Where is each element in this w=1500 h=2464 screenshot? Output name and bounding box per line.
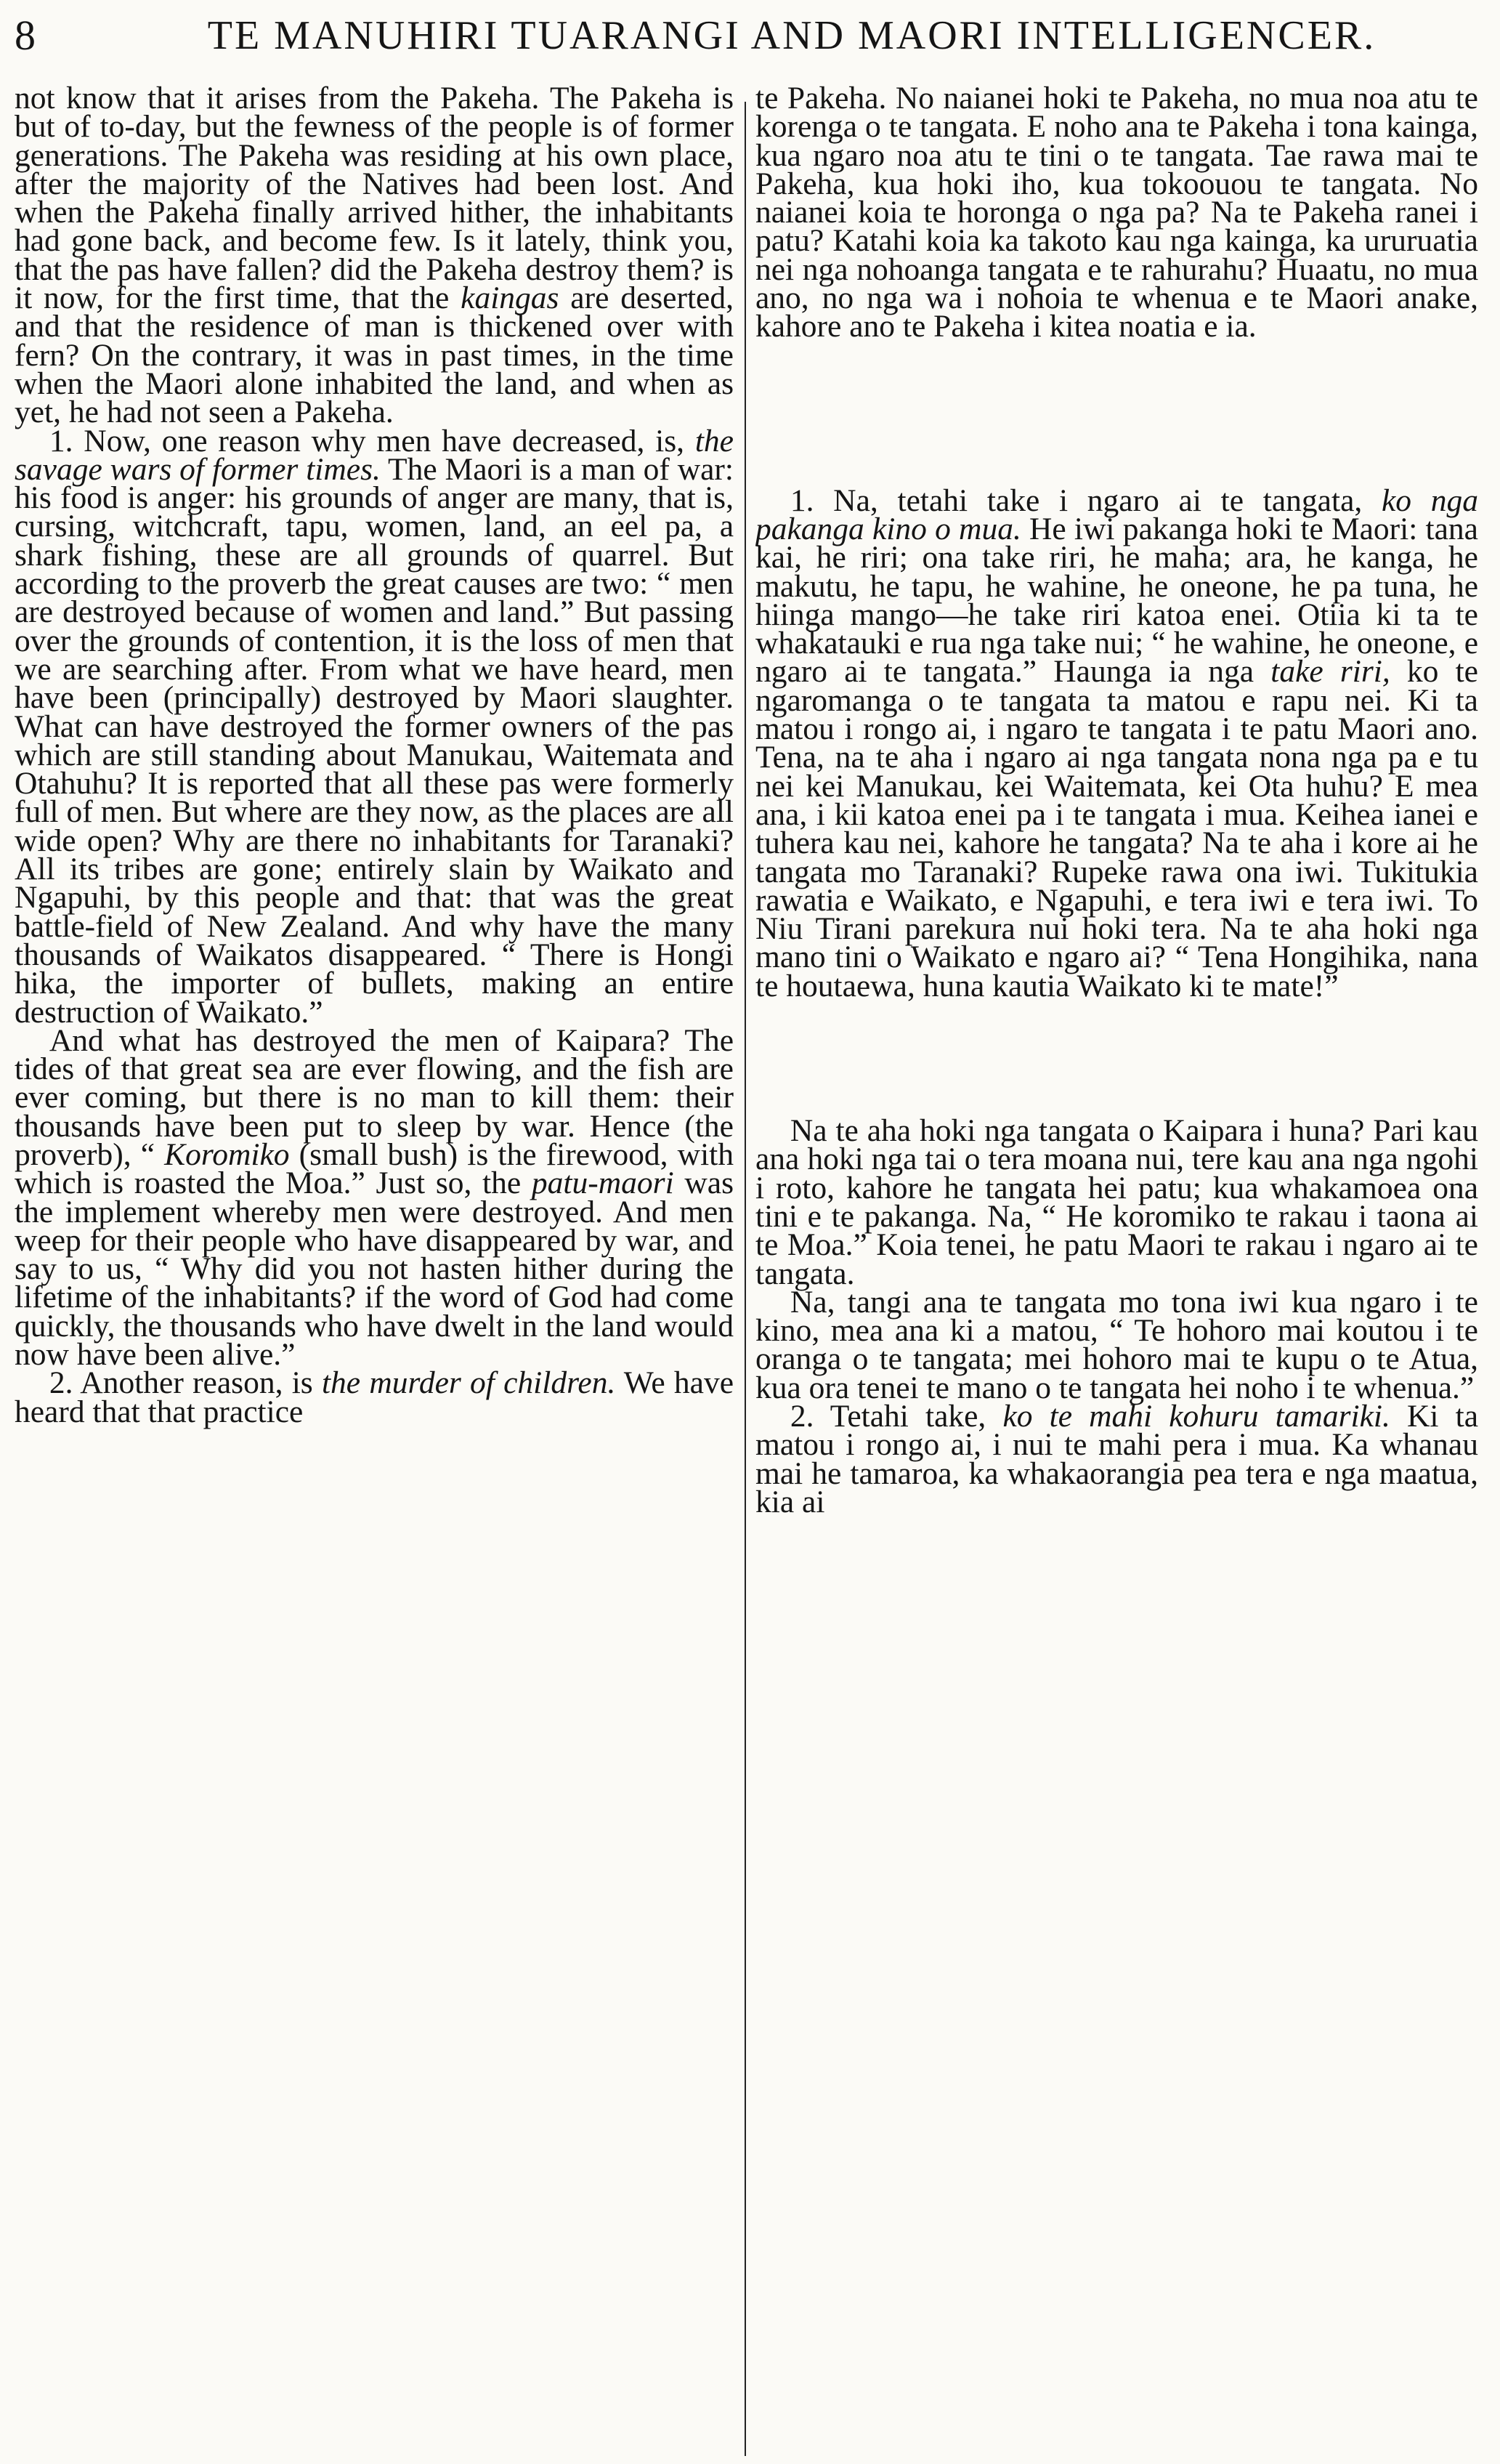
english-paragraph-1 — [15, 84, 734, 430]
english-p4-rest: We have heard that that practice — [15, 1365, 734, 1429]
column-divider — [745, 102, 746, 2456]
maori-column — [755, 84, 1478, 2453]
english-p3-mid: (small bush) is the firewood, with which is roasted the Moa.” Just so, the — [15, 1136, 734, 1201]
english-p1-rest: are deserted, and that the residence of man is thickened over with fern? On the contrary, it was in past times, in the time when the Maori alone inhabited the land, and when as yet, he had not seen a Pakeha. — [15, 280, 734, 430]
english-column — [15, 84, 734, 2453]
maori-spacer-1 — [755, 342, 1478, 487]
english-p2-rest: The Maori is a man of war: his food is anger: his grounds of anger are many, that is, cursing, witchcraft, tapu, women, land, an eel pa, a shark fishing, these are all grounds of quarrel. But according to the proverb the great causes are two: “ men are destroyed because of women and land.” But passing over the grounds of contention, it is the loss of men that we are searching after. From what we have heard, men have been (principally) destroyed by Maori slaughter. What can have destroyed the former owners of the pas which are still standing about Manukau, Waitemata and Otahuhu? It is reported that all these pas were formerly full of men. But where are they now, as the places are all wide open? Why are there no inhabitants for Taranaki? All its tribes are gone; entirely slain by Waikato and Ngapuhi, by this people and that: that was the great battle-field of New Zealand. And why have the many thousands of Waikatos disappeared. “ There is Hongi hika, the importer of bullets, making an entire destruction of Waikato.” — [15, 451, 734, 1030]
english-p4-lead: 2. Another reason, is — [49, 1365, 322, 1401]
english-p1-text: not know that it arises from the Pakeha. The Pakeha is but of to-day, but the fewness of the people is of former generations. The Pakeha was residing at his own place, after the majority of the Natives had been lost. And when the Pakeha finally arrived hither, the inhabitants had gone back, and become few. Is it lately, think you, that the pas have fallen? did the Pakeha destroy them? is it now, for the first time, that the — [15, 84, 734, 316]
maori-p2-rest: ko te ngaromanga o te tangata ta matou e rapu nei. Ki ta matou i rongo ai, i ngaro te tangata i te patu Maori ano. Tena, na te aha i ngaro ai nga tangata nona nga pa e tu nei kei Manukau, kei Waitemata, kei Ota huhu? E mea ana, i kii katoa enei pa i te tangata i mua. Keihea ianei e tuhera kau nei, kahore he tangata? Na te aha i kore ai he tangata mo Taranaki? Rupeke rawa ona iwi. Tukitukia rawatia e Waikato, e Ngapuhi, e tera iwi e tera iwi. To Niu Tirani parekura nui hoki tera. Na te aha hoki nga mano tini o Waikato e ngaro ai? “ Tena Hongihika, nana te houtaewa, huna kautia Waikato ki te mate!” — [755, 654, 1478, 1003]
maori-paragraph-5 — [755, 1398, 1478, 1519]
english-paragraph-3 — [15, 1022, 734, 1373]
english-p3-rest: was the implement whereby men were destroyed. And men weep for their people who have disappeared by war, and say to us, “ Why did you not hasten hither during the lifetime of the inhabitants? if the word of God had come quickly, the thousands who have dwelt in the land would now have been alive.” — [15, 1166, 734, 1373]
maori-p2-take-riri: take riri, — [1270, 654, 1390, 690]
maori-p2-mid: He iwi pakanga hoki te Maori: tana kai, he riri; ona take riri, he maha; ara, he kanga, he makutu, he tapu, he wahine, he oneone, he pa tuna, he hiinga mango—he take riri katoa enei. Otiia ki ta te whakatauki e rua nga take nui; “ he wahine, he oneone, e ngaro ai te tangata.” Haunga ia nga — [755, 511, 1478, 690]
maori-paragraph-4: Na, tangi ana te tangata mo tona iwi kua ngaro i te kino, mea ana ki a matou, “ Te hohoro mai koutou i te oranga o te tangata; mei hohoro mai te kupu o te Atua, kua ora tenei te mano o te tangata hei noho i te whenua.” — [755, 1284, 1478, 1405]
maori-p2-lead: 1. Na, tetahi take i ngaro ai te tangata, — [790, 482, 1382, 518]
english-paragraph-4 — [15, 1365, 734, 1429]
english-p3-lead: And what has destroyed the men of Kaipara? The tides of that great sea are ever flowing, and the fish are ever coming, but there is no man to kill them: their thousands have been put to sleep by war. Hence (the proverb), “ — [15, 1022, 734, 1172]
english-p4-italic: the murder of children. — [321, 1365, 616, 1401]
maori-paragraph-1: te Pakeha. No naianei hoki te Pakeha, no mua noa atu te korenga o te tangata. E noho ana te Pakeha i tona kainga, kua ngaro noa atu te tini o te tangata. Tae rawa mai te Pakeha, kua hoki iho, kua tokoouou te tangata. No naianei koia te horonga o nga pa? Na te Pakeha ranei i patu? Katahi koia ka takoto kau nga kainga, ka ururuatia nei nga nohoanga tangata e te rahurahu? Huaatu, no mua ano, no nga wa i nohoia te whenua e te Maori anake, kahore ano te Pakeha i kitea noatia e ia. — [755, 84, 1478, 344]
maori-p5-rest: Ki ta matou i rongo ai, i nui te mahi pera i mua. Ka whanau mai he tamaroa, ka whakaorangia pea tera e nga maatua, kia ai — [755, 1398, 1478, 1519]
page-number: 8 — [15, 12, 36, 59]
english-p3-koromiko: Koromiko — [164, 1136, 290, 1172]
maori-paragraph-3: Na te aha hoki nga tangata o Kaipara i huna? Pari kau ana hoki nga tai o tera moana nui, tere kau ana nga ngohi i roto, kahore he tangata hei patu; kua whakamoea ona tini e te pakanga. Na, “ He koromiko te rakau i taona ai te Moa.” Koia tenei, he patu Maori te rakau i ngaro ai te tangata. — [755, 1113, 1478, 1291]
english-paragraph-2 — [15, 423, 734, 1030]
english-p2-lead: 1. Now, one reason why men have decreased, is, — [49, 423, 695, 459]
maori-paragraph-2 — [755, 482, 1478, 1003]
english-p3-patu-maori: patu-maori — [531, 1166, 674, 1201]
english-p1-kaingas: kaingas — [461, 280, 559, 316]
english-p2-italic: the savage wars of former times. — [15, 423, 734, 487]
maori-spacer-2 — [755, 1001, 1478, 1117]
maori-p5-lead: 2. Tetahi take, — [790, 1398, 1003, 1434]
page-header — [15, 0, 1482, 80]
page-title: TE MANUHIRI TUARANGI AND MAORI INTELLIGENCER. — [207, 13, 1377, 58]
maori-p5-italic: ko te mahi kohuru tamariki. — [1002, 1398, 1390, 1434]
maori-p2-italic: ko nga pakanga kino o mua. — [755, 482, 1478, 546]
